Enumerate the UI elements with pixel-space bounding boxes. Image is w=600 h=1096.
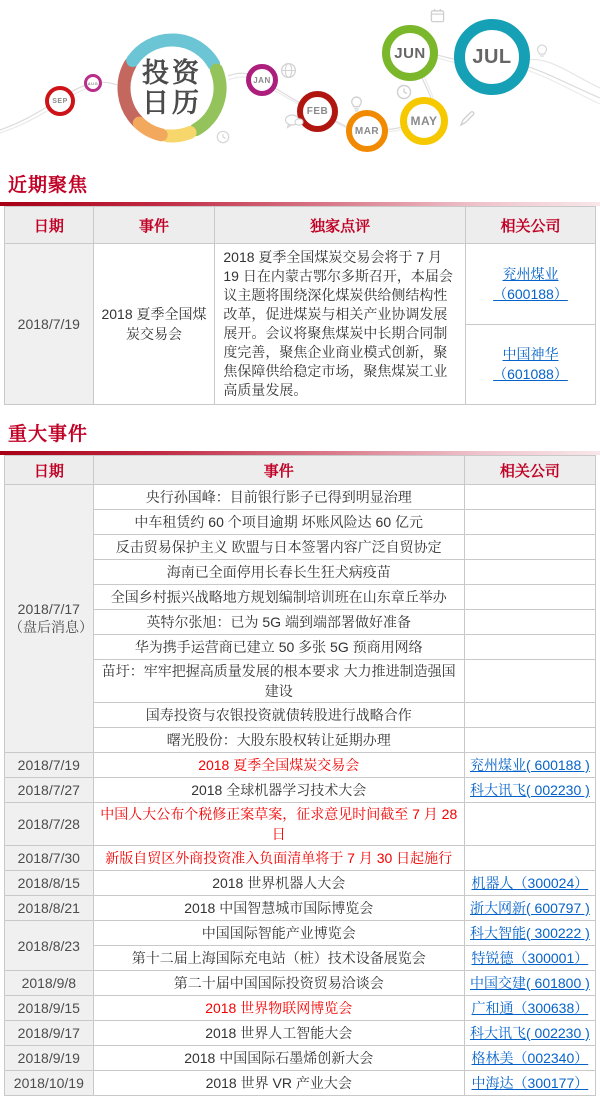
event-cell: 反击贸易保护主义 欧盟与日本签署内容广泛自贸协定	[93, 535, 464, 560]
table-row	[5, 1021, 596, 1046]
date-cell: 2018/7/30	[5, 846, 94, 871]
table-row	[5, 660, 596, 703]
company-cell	[465, 324, 595, 405]
table-row	[5, 778, 596, 803]
company-cell	[465, 244, 595, 325]
lightbulb-icon	[350, 96, 363, 113]
logo-line1: 投资	[142, 58, 202, 88]
company-cell	[464, 996, 595, 1021]
company-link[interactable]: 兖州煤业（600188）	[493, 265, 568, 302]
table-row	[5, 244, 596, 325]
event-cell: 2018 世界人工智能大会	[93, 1021, 464, 1046]
month-circle-may: MAY	[400, 97, 448, 145]
company-cell	[464, 753, 595, 778]
company-cell	[464, 703, 595, 728]
company-cell	[464, 971, 595, 996]
major-events-heading: 重大事件	[8, 424, 89, 445]
date-cell: 2018/7/27	[5, 778, 94, 803]
table-row	[5, 896, 596, 921]
recent-focus-heading: 近期聚焦	[8, 175, 89, 196]
company-cell	[464, 485, 595, 510]
table-row	[5, 871, 596, 896]
company-cell	[464, 1021, 595, 1046]
pencil-icon	[458, 110, 476, 128]
event-cell: 海南已全面停用长春长生狂犬病疫苗	[93, 560, 464, 585]
company-cell	[464, 1046, 595, 1071]
table-row	[5, 703, 596, 728]
table-row	[5, 485, 596, 510]
event-cell: 2018 全球机器学习技术大会	[93, 778, 464, 803]
table-row	[5, 753, 596, 778]
month-circle-aug: AUG	[84, 74, 102, 92]
month-circle-sep: SEP	[45, 86, 75, 116]
company-link[interactable]: 格林美（002340）	[471, 1050, 589, 1066]
month-circle-feb: FEB	[297, 91, 338, 132]
date-cell: 2018/7/19	[5, 244, 94, 405]
table-row	[5, 635, 596, 660]
column-header-date: 日期	[5, 207, 94, 244]
event-cell: 2018 世界物联网博览会	[93, 996, 464, 1021]
company-link[interactable]: 特锐德（300001）	[471, 950, 589, 966]
event-cell: 中国国际智能产业博览会	[93, 921, 464, 946]
table-row	[5, 846, 596, 871]
table-row	[5, 510, 596, 535]
event-cell: 2018 中国国际石墨烯创新大会	[93, 1046, 464, 1071]
column-header-company: 相关公司	[465, 207, 595, 244]
company-cell	[464, 728, 595, 753]
column-header-date: 日期	[5, 456, 94, 485]
company-link[interactable]: 科大讯飞( 002230 )	[469, 1025, 590, 1041]
column-header-event: 事件	[93, 207, 215, 244]
table-row	[5, 996, 596, 1021]
table-row	[5, 971, 596, 996]
event-cell: 央行孙国峰：目前银行影子已得到明显治理	[93, 485, 464, 510]
event-cell: 2018 世界机器人大会	[93, 871, 464, 896]
table-row	[5, 803, 596, 846]
company-cell	[464, 510, 595, 535]
date-cell: 2018/8/15	[5, 871, 94, 896]
company-cell	[464, 560, 595, 585]
company-link[interactable]: 机器人（300024）	[471, 875, 589, 891]
company-link[interactable]: 中国神华（601088）	[493, 346, 568, 383]
event-cell: 2018 夏季全国煤炭交易会	[93, 244, 215, 405]
company-link[interactable]: 广和通（300638）	[471, 1000, 589, 1016]
clock-icon	[396, 84, 412, 100]
table-row	[5, 1071, 596, 1096]
company-cell	[464, 535, 595, 560]
table-row	[5, 610, 596, 635]
company-cell	[464, 871, 595, 896]
event-cell: 中车租赁约 60 个项目逾期 坏账风险达 60 亿元	[93, 510, 464, 535]
clock-icon	[216, 130, 230, 144]
company-cell	[464, 585, 595, 610]
company-link[interactable]: 科大智能( 300222 )	[469, 925, 590, 941]
major-events-table	[4, 455, 596, 1096]
company-link[interactable]: 中海达（300177）	[471, 1075, 589, 1091]
chat-icon	[284, 114, 304, 129]
company-cell	[464, 846, 595, 871]
company-cell	[464, 635, 595, 660]
company-cell	[464, 946, 595, 971]
month-circle-mar: MAR	[346, 110, 388, 152]
month-circle-jan: JAN	[246, 64, 278, 96]
event-cell: 苗圩：牢牢把握高质量发展的根本要求 大力推进制造强国建设	[93, 660, 464, 703]
recent-focus-table	[4, 206, 596, 405]
investment-calendar-logo	[112, 28, 232, 148]
event-cell: 英特尔张旭：已为 5G 端到端部署做好准备	[93, 610, 464, 635]
event-cell: 全国乡村振兴战略地方规划编制培训班在山东章丘举办	[93, 585, 464, 610]
table-header-row	[5, 207, 596, 244]
date-cell: 2018/9/17	[5, 1021, 94, 1046]
lightbulb-icon	[536, 44, 548, 60]
event-cell: 曙光股份：大股东股权转让延期办理	[93, 728, 464, 753]
event-cell: 国寿投资与农银投资就债转股进行战略合作	[93, 703, 464, 728]
column-header-company: 相关公司	[464, 456, 595, 485]
company-cell	[464, 1071, 595, 1096]
calendar-banner	[0, 0, 600, 160]
table-header-row	[5, 456, 596, 485]
date-cell: 2018/9/15	[5, 996, 94, 1021]
table-row	[5, 946, 596, 971]
table-row	[5, 535, 596, 560]
column-header-event: 事件	[93, 456, 464, 485]
date-cell: 2018/10/19	[5, 1071, 94, 1096]
date-cell: 2018/7/17 （盘后消息）	[5, 485, 94, 753]
date-cell: 2018/8/23	[5, 921, 94, 971]
company-link[interactable]: 兖州煤业( 600188 )	[469, 757, 590, 773]
table-row	[5, 1046, 596, 1071]
event-cell: 中国人大公布个税修正案草案，征求意见时间截至 7 月 28 日	[93, 803, 464, 846]
event-cell: 第二十届中国国际投资贸易洽谈会	[93, 971, 464, 996]
company-link[interactable]: 科大讯飞( 002230 )	[469, 782, 590, 798]
table-row	[5, 560, 596, 585]
calendar-icon	[430, 8, 445, 23]
table-row	[5, 728, 596, 753]
event-cell: 2018 夏季全国煤炭交易会	[93, 753, 464, 778]
company-link[interactable]: 浙大网新( 600797 )	[469, 900, 590, 916]
company-cell	[464, 610, 595, 635]
company-link[interactable]: 中国交建( 601800 )	[469, 975, 590, 991]
event-cell: 华为携手运营商已建立 50 多张 5G 预商用网络	[93, 635, 464, 660]
date-note: （盘后消息）	[9, 618, 93, 635]
globe-icon	[280, 62, 297, 79]
commentary-cell: 2018 夏季全国煤炭交易会将于 7 月 19 日在内蒙古鄂尔多斯召开，本届会议主题将围绕深化煤炭供给侧结构性改革，促进煤炭与相关产业协调发展展开。会议将聚焦煤炭中长期合同制度完善，聚焦企业商业模式创新，聚焦保障供给稳定市场，聚焦煤炭工业高质量发展。	[215, 244, 466, 405]
company-cell	[464, 803, 595, 846]
date-cell: 2018/9/19	[5, 1046, 94, 1071]
company-cell	[464, 660, 595, 703]
table-row	[5, 585, 596, 610]
event-cell: 2018 世界 VR 产业大会	[93, 1071, 464, 1096]
company-cell	[464, 778, 595, 803]
column-header-commentary: 独家点评	[215, 207, 466, 244]
month-circle-jul: JUL	[454, 19, 530, 95]
event-cell: 第十二届上海国际充电站（桩）技术设备展览会	[93, 946, 464, 971]
date-cell: 2018/7/19	[5, 753, 94, 778]
logo-text	[112, 28, 232, 148]
company-cell	[464, 921, 595, 946]
company-cell	[464, 896, 595, 921]
date-cell: 2018/8/21	[5, 896, 94, 921]
event-cell: 2018 中国智慧城市国际博览会	[93, 896, 464, 921]
date-cell: 2018/7/28	[5, 803, 94, 846]
table-row	[5, 921, 596, 946]
month-circle-jun: JUN	[382, 25, 438, 81]
logo-line2: 日历	[142, 88, 202, 118]
event-cell: 新版自贸区外商投资准入负面清单将于 7 月 30 日起施行	[93, 846, 464, 871]
date-cell: 2018/9/8	[5, 971, 94, 996]
